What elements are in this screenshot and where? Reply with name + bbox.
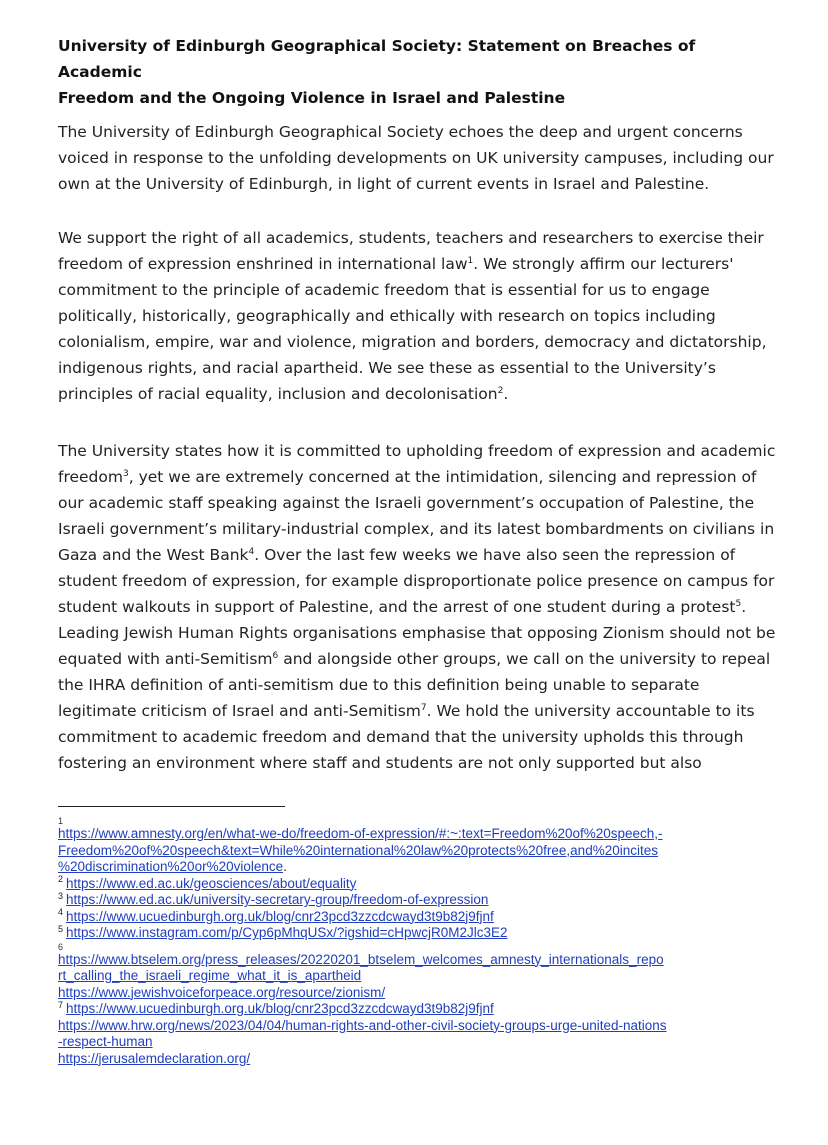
footnote-4: $^4$ https://www.ucuedinburgh.org.uk/blog/cnr23pcd3zzcdcwayd3t9b82j9fjnf [58, 907, 494, 924]
footnote-3-link[interactable]: https://www.ed.ac.uk/university-secretary-group/freedom-of-expression [66, 892, 489, 907]
footnote-2: $^2$ https://www.ed.ac.uk/geosciences/about/equality [58, 874, 357, 891]
footnotes [58, 816, 778, 1067]
paragraph-intro: The University of Edinburgh Geographical Society echoes the deep and urgent concerns voiced in response to the unfolding developments on UK university campuses, including our own at the University of Edinburgh, in light of current events in Israel and Palestine. [58, 123, 774, 193]
footnote-6-link-1-line-2[interactable]: rt_calling_the_israeli_regime_what_it_is_apartheid [58, 968, 362, 983]
footnote-separator [58, 806, 285, 807]
title-line-1: University of Edinburgh Geographical Society: Statement on Breaches of Academic [58, 37, 696, 81]
footnote-3: $^3$ https://www.ed.ac.uk/university-secretary-group/freedom-of-expression [58, 890, 489, 907]
footnote-1-link-line-1[interactable]: https://www.amnesty.org/en/what-we-do/freedom-of-expression/#:~:text=Freedom%20of%20speech,- [58, 826, 663, 841]
footnote-1-link-line-3[interactable]: %20discrimination%20or%20violence [58, 859, 284, 874]
footnote-6-link-2[interactable]: https://www.jewishvoiceforpeace.org/resource/zionism/ [58, 984, 386, 1000]
title-line-2: Freedom and the Ongoing Violence in Israel and Palestine [58, 89, 566, 107]
footnote-ref-6[interactable]: 6 [272, 650, 279, 661]
footnote-7-link-2-line-1[interactable]: https://www.hrw.org/news/2023/04/04/human-rights-and-other-civil-society-groups-urge-united-nations [58, 1017, 667, 1033]
footnote-7-link-2-line-2[interactable]: -respect-human [58, 1034, 153, 1049]
footnote-2-link[interactable]: https://www.ed.ac.uk/geosciences/about/equality [66, 875, 357, 891]
footnote-5-link[interactable]: https://www.instagram.com/p/Cyp6pMhqUSx/?igshid=cHpwcjR0M2Jlc3E2 [66, 925, 508, 940]
footnote-ref-4[interactable]: 4 [248, 546, 255, 557]
footnote-6-number: 6 [58, 941, 64, 952]
footnote-7-link-1[interactable]: https://www.ucuedinburgh.org.uk/blog/cnr23pcd3zzcdcwayd3t9b82j9fjnf [66, 1001, 494, 1016]
footnote-ref-7[interactable]: 7 [420, 702, 427, 713]
footnote-ref-2[interactable]: 2 [497, 385, 504, 396]
footnote-ref-3[interactable]: 3 [122, 468, 129, 479]
footnote-4-link[interactable]: https://www.ucuedinburgh.org.uk/blog/cnr23pcd3zzcdcwayd3t9b82j9fjnf [66, 908, 494, 924]
footnote-1-number: 1 [58, 816, 64, 826]
document-title [58, 33, 778, 111]
footnote-ref-1[interactable]: 1 [467, 255, 474, 266]
footnote-6 [58, 952, 778, 1002]
footnote-7: $^7$ https://www.ucuedinburgh.org.uk/blog/cnr23pcd3zzcdcwayd3t9b82j9fjnf https://www.hrw.org/news/2023/04/04/human-rights-and-other-civil-society-groups-urge-united-nations -respect-human https://jerusalemdeclaration.org/ [58, 1001, 778, 1067]
footnote-ref-5[interactable]: 5 [735, 598, 742, 609]
footnote-1-link-line-2[interactable]: Freedom%20of%20speech&text=While%20international%20law%20protects%20free,and%20incites [58, 842, 658, 858]
paragraph-university-commitment: The University states how it is committed to upholding freedom of expression and academic freedom$^3$, yet we are extremely concerned at the intimidation, silencing and repression of our academic staff speaking against the Israeli government’s occupation of Palestine, the Israeli government’s military-industrial complex, and its latest bombardments on civilians in Gaza and the West Bank$^4$. Over the last few weeks we have also seen the repression of student freedom of expression, for example disproportionate police presence on campus for student walkouts in support of Palestine, and the arrest of one student during a protest$^5$. Leading Jewish Human Rights organisations emphasise that opposing Zionism should not be equated with anti-Semitism$^6$ and alongside other groups, we call on the university to repeal the IHRA definition of anti-semitism due to this definition being unable to separate legitimate criticism of Israel and anti-Semitism$^7$. We hold the university accountable to its commitment to academic freedom and demand that the university upholds this through fostering an environment where staff and students are not only supported but also [58, 442, 776, 772]
footnote-6-link-1-line-1[interactable]: https://www.btselem.org/press_releases/20220201_btselem_welcomes_amnesty_internationals_repo [58, 951, 664, 967]
footnote-5: $^5$ https://www.instagram.com/p/Cyp6pMhqUSx/?igshid=cHpwcjR0M2Jlc3E2 [58, 923, 508, 940]
footnote-1: https://www.amnesty.org/en/what-we-do/freedom-of-expression/#:~:text=Freedom%20of%20speech,- Freedom%20of%20speech&text=While%20international%20law%20protects%20free,and%20incites %20discrimination%20or%20violence. [58, 826, 778, 876]
footnote-7-link-3[interactable]: https://jerusalemdeclaration.org/ [58, 1050, 251, 1066]
paragraph-freedom-of-expression: We support the right of all academics, students, teachers and researchers to exercise their freedom of expression enshrined in international law$^1$. We strongly affirm our lecturers' commitment to the principle of academic freedom that is essential for us to engage politically, historically, geographically and ethically with research on topics including colonialism, empire, war and violence, migration and borders, democracy and dictatorship, indigenous rights, and racial apartheid. We see these as essential to the University’s principles of racial equality, inclusion and decolonisation$^2$. [58, 229, 767, 403]
